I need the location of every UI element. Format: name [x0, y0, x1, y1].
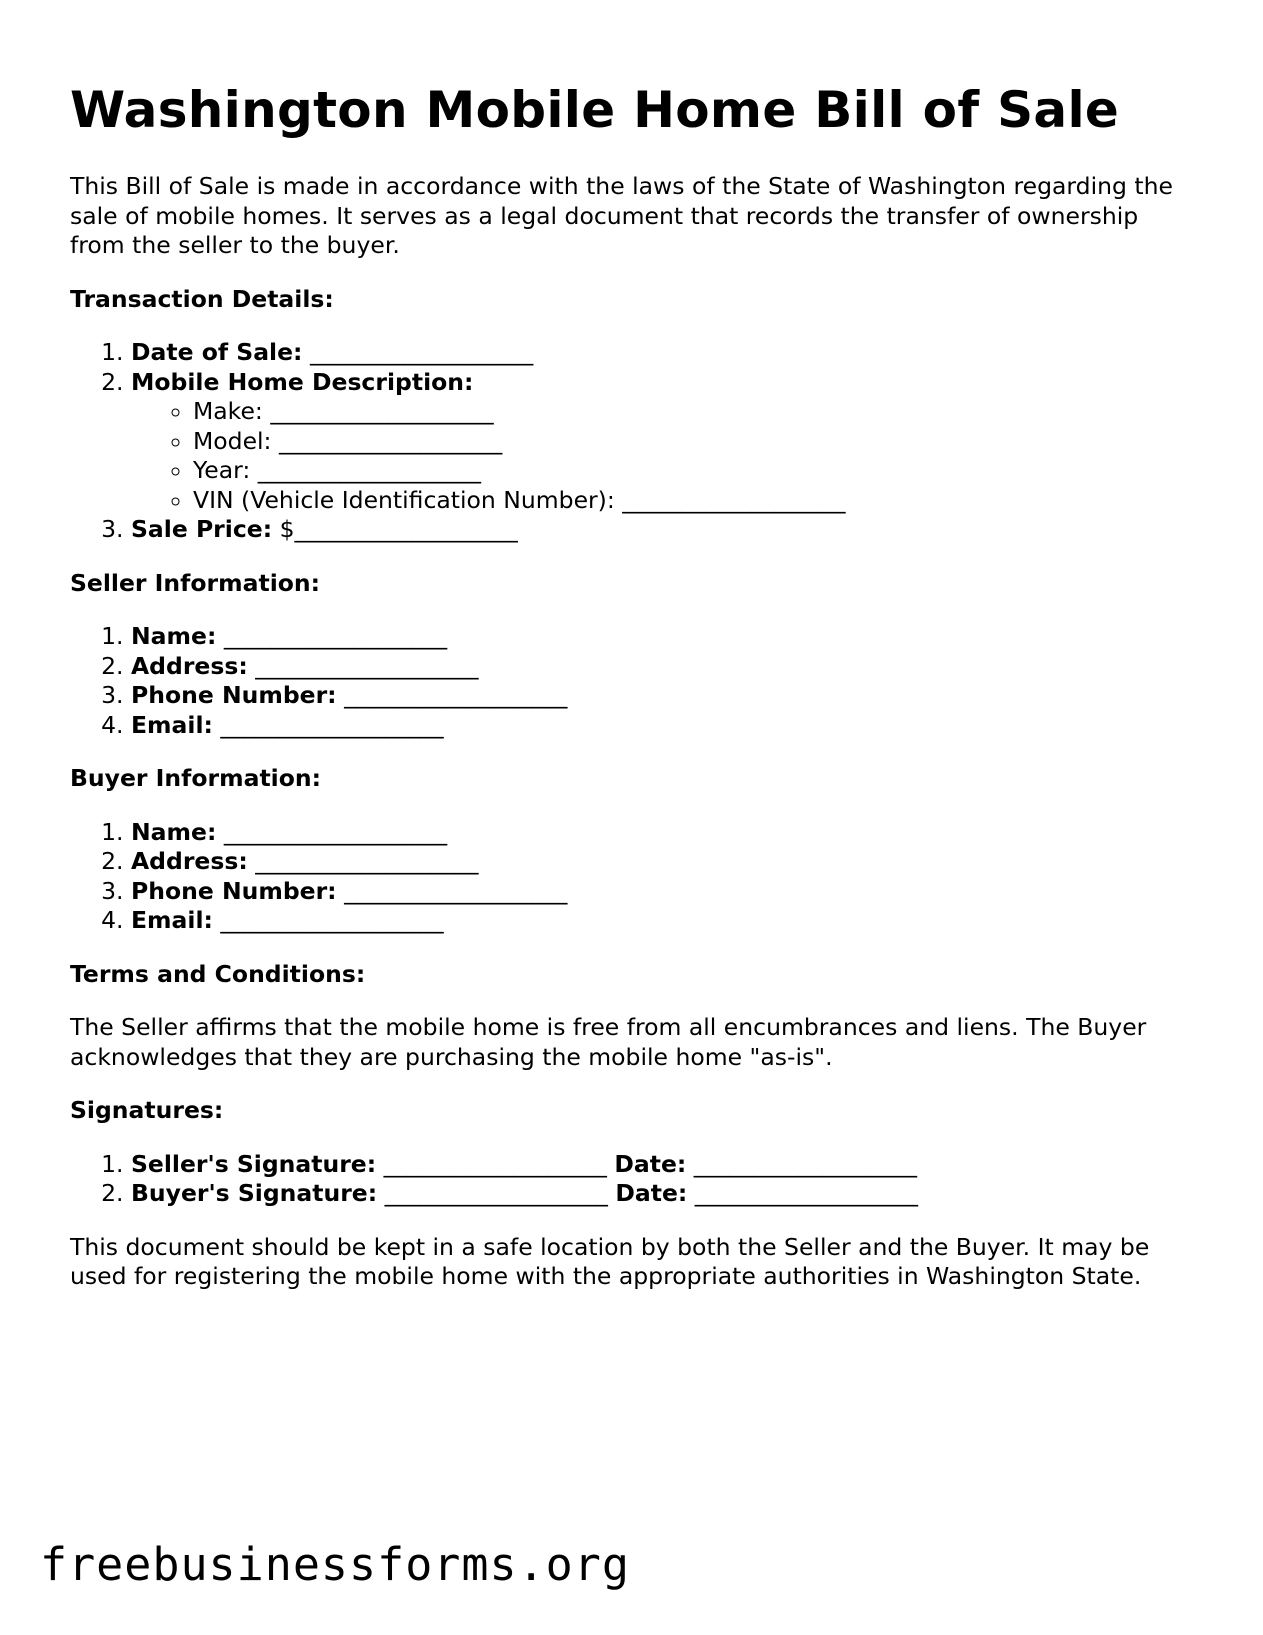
seller-email-label: Email:: [131, 710, 213, 739]
make-label: Make:: [193, 397, 263, 425]
vin-label: VIN (Vehicle Identification Number):: [193, 485, 615, 514]
seller-address-label: Address:: [131, 651, 248, 680]
buyer-signature-label: Buyer's Signature:: [131, 1179, 378, 1207]
seller-email-blank[interactable]: ___________________: [220, 710, 444, 739]
signatures-list: [70, 1150, 1200, 1209]
buyer-phone-label: Phone Number:: [131, 876, 337, 905]
buyer-phone-item: [131, 877, 1200, 907]
buyer-address-blank[interactable]: ___________________: [255, 847, 479, 875]
model-blank[interactable]: ___________________: [278, 426, 503, 455]
buyer-signature-item: [131, 1179, 1200, 1209]
vin-blank[interactable]: ___________________: [622, 485, 846, 514]
seller-signature-date-blank[interactable]: ___________________: [693, 1149, 918, 1178]
footer-watermark: freebusinessforms.org: [40, 1538, 630, 1591]
buyer-signature-date-blank[interactable]: ___________________: [694, 1179, 919, 1207]
seller-phone-item: [131, 681, 1200, 711]
seller-signature-blank[interactable]: ___________________: [383, 1149, 607, 1178]
description-sublist: [131, 397, 1200, 515]
seller-list: [70, 622, 1200, 740]
buyer-signature-date-label: Date:: [615, 1179, 688, 1207]
seller-address-item: [131, 652, 1200, 682]
vin-item: [193, 486, 1200, 516]
date-of-sale-item: [131, 338, 1200, 368]
buyer-email-item: [131, 906, 1200, 936]
seller-address-blank[interactable]: ___________________: [255, 651, 479, 680]
document-page: [70, 80, 1200, 1292]
model-label: Model:: [193, 426, 272, 455]
closing-paragraph: This document should be kept in a safe location by both the Seller and the Buyer. It may be used for registering the mobile home with the appropriate authorities in Washington State.: [70, 1232, 1150, 1290]
buyer-phone-blank[interactable]: ___________________: [344, 876, 568, 905]
seller-signature-item: [131, 1150, 1200, 1180]
model-item: [193, 427, 1200, 457]
make-blank[interactable]: ___________________: [270, 397, 494, 425]
description-label: Mobile Home Description:: [131, 367, 474, 396]
buyer-address-label: Address:: [131, 847, 248, 875]
terms-paragraph: The Seller affirms that the mobile home is free from all encumbrances and liens. The Buyer acknowledges that they are purchasing the mobile home "as-is".: [70, 1013, 1147, 1071]
buyer-email-blank[interactable]: ___________________: [220, 906, 444, 934]
date-of-sale-label: Date of Sale:: [131, 338, 303, 366]
buyer-name-label: Name:: [131, 817, 217, 846]
buyer-name-item: [131, 818, 1200, 848]
transaction-heading: Transaction Details:: [70, 284, 334, 313]
date-of-sale-blank[interactable]: ___________________: [309, 338, 534, 366]
buyer-address-item: [131, 847, 1200, 877]
seller-phone-blank[interactable]: ___________________: [344, 681, 568, 709]
seller-name-label: Name:: [131, 622, 217, 650]
intro-paragraph: This Bill of Sale is made in accordance with the laws of the State of Washington regarding the sale of mobile homes. It serves as a legal document that records the transfer of ownership from the seller to the buyer.: [70, 172, 1173, 259]
seller-name-blank[interactable]: ___________________: [223, 622, 448, 650]
terms-heading: Terms and Conditions:: [70, 959, 366, 988]
seller-email-item: [131, 711, 1200, 741]
make-item: [193, 397, 1200, 427]
buyer-name-blank[interactable]: ___________________: [223, 817, 448, 846]
signatures-heading: Signatures:: [70, 1096, 224, 1124]
sale-price-label: Sale Price:: [131, 515, 273, 543]
transaction-list: [70, 338, 1200, 545]
seller-signature-label: Seller's Signature:: [131, 1149, 377, 1178]
year-blank[interactable]: ___________________: [257, 456, 481, 484]
year-label: Year:: [193, 456, 251, 484]
seller-phone-label: Phone Number:: [131, 681, 337, 709]
seller-signature-date-label: Date:: [614, 1149, 687, 1178]
sale-price-item: [131, 515, 1200, 545]
document-title: Washington Mobile Home Bill of Sale: [70, 81, 1120, 139]
buyer-heading: Buyer Information:: [70, 764, 322, 792]
buyer-email-label: Email:: [131, 906, 213, 934]
sale-price-blank[interactable]: ___________________: [294, 515, 518, 543]
seller-name-item: [131, 622, 1200, 652]
description-item: [131, 368, 1200, 516]
buyer-list: [70, 818, 1200, 936]
buyer-signature-blank[interactable]: ___________________: [384, 1179, 608, 1207]
seller-heading: Seller Information:: [70, 568, 321, 597]
year-item: [193, 456, 1200, 486]
sale-price-prefix: $: [279, 515, 295, 543]
